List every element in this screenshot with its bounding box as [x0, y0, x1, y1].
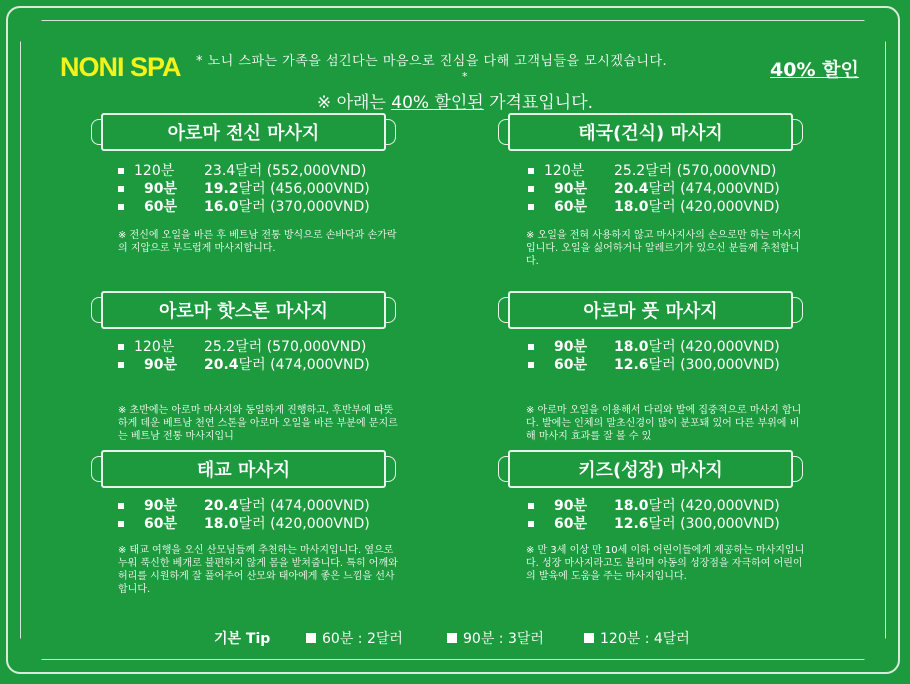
usd-price: 12.6달러 (300,000VND) [614, 357, 780, 373]
price-row [118, 162, 370, 180]
price-list [118, 338, 370, 374]
service-title-prenatal: 태교 마사지 [101, 450, 386, 488]
bullet-icon [528, 168, 534, 174]
bullet-icon [528, 186, 534, 192]
price-row [528, 162, 780, 180]
price-row [528, 515, 780, 533]
price-row [118, 338, 370, 356]
usd-price: 20.4달러 (474,000VND) [204, 498, 370, 514]
bullet-icon [528, 362, 534, 368]
usd-price: 25.2달러 (570,000VND) [204, 339, 367, 355]
price-row [118, 180, 370, 198]
discount-badge: 40% 할인 [770, 59, 859, 81]
bullet-icon [528, 521, 534, 527]
bullet-icon [528, 204, 534, 210]
notice-line [0, 88, 910, 113]
bullet-icon [118, 503, 124, 509]
duration: 60분 [554, 199, 588, 215]
price-row [528, 338, 780, 356]
service-note: ※ 태교 여행을 오신 산모님들께 추천하는 마사지입니다. 옆으로 누워 푹신한 베개로 불편하지 않게 몸을 받쳐줍니다. 특히 어깨와 허리를 시원하게 잘 풀어주어 산모와 태아에게 좋은 느낌을 선사합니다. [118, 545, 398, 595]
duration: 90분 [144, 498, 178, 514]
price-row [118, 198, 370, 216]
duration: 120분 [134, 163, 175, 179]
duration: 120분 [134, 339, 175, 355]
duration: 60분 [144, 516, 178, 532]
price-row [528, 180, 780, 198]
usd-price: 18.0달러 (420,000VND) [614, 498, 780, 514]
bullet-icon [118, 521, 124, 527]
price-row [118, 515, 370, 533]
bullet-icon [528, 344, 534, 350]
price-row [118, 356, 370, 374]
service-title-kids: 키즈(성장) 마사지 [508, 450, 793, 488]
price-row [528, 497, 780, 515]
duration: 60분 [144, 199, 178, 215]
tip-item: 60분 : 2달러 [306, 628, 403, 648]
duration: 90분 [554, 498, 588, 514]
duration: 90분 [554, 339, 588, 355]
price-list [528, 497, 780, 533]
usd-price: 19.2달러 (456,000VND) [204, 181, 370, 197]
star-mark: * [462, 70, 468, 83]
square-bullet-icon [447, 633, 457, 643]
notice-suffix: 가격표입니다. [483, 93, 594, 113]
usd-price: 20.4달러 (474,000VND) [204, 357, 370, 373]
duration: 90분 [554, 181, 588, 197]
usd-price: 18.0달러 (420,000VND) [614, 339, 780, 355]
duration: 90분 [144, 357, 178, 373]
bullet-icon [118, 204, 124, 210]
bullet-icon [528, 503, 534, 509]
duration: 60분 [554, 516, 588, 532]
notice-highlight: 40% 할인된 [391, 93, 484, 113]
price-row [528, 356, 780, 374]
duration: 90분 [144, 181, 178, 197]
service-title-aroma-full: 아로마 전신 마사지 [101, 113, 386, 151]
service-title-thai-dry: 태국(건식) 마사지 [508, 113, 793, 151]
service-note: ※ 초반에는 아로마 마사지와 동일하게 진행하고, 후반부에 따뜻하게 데운 베트남 천연 스톤을 아로마 오일을 바른 부분에 문지르는 베트남 전통 마사지입니 [118, 405, 398, 442]
price-list [118, 497, 370, 533]
usd-price: 23.4달러 (552,000VND) [204, 163, 367, 179]
service-note: ※ 아로마 오일을 이용해서 다리와 발에 집중적으로 마사지 합니다. 발에는 인체의 말초신경이 많이 분포돼 있어 다른 부위에 비해 마사지 효과를 잘 볼 수 있 [526, 405, 802, 442]
usd-price: 12.6달러 (300,000VND) [614, 516, 780, 532]
tip-item: 120분 : 4달러 [584, 628, 690, 648]
duration: 60분 [554, 357, 588, 373]
usd-price: 18.0달러 (420,000VND) [614, 199, 780, 215]
price-row [118, 497, 370, 515]
price-row [528, 198, 780, 216]
usd-price: 25.2달러 (570,000VND) [614, 163, 777, 179]
bullet-icon [118, 344, 124, 350]
motto-text: * 노니 스파는 가족을 섬긴다는 마음으로 진심을 다해 고객님들을 모시겠습니다. [196, 54, 668, 69]
bullet-icon [118, 168, 124, 174]
usd-price: 18.0달러 (420,000VND) [204, 516, 370, 532]
price-list [528, 162, 780, 216]
service-note: ※ 전신에 오일을 바른 후 베트남 전통 방식으로 손바닥과 손가락의 지압으로 부드럽게 마사지합니다. [118, 230, 397, 254]
tips-label: 기본 Tip [214, 631, 271, 647]
service-note: ※ 오일을 전혀 사용하지 않고 마사지사의 손으로만 하는 마사지입니다. 오일을 싫어하거나 알레르기가 있으신 분들께 추천합니다. [526, 230, 802, 267]
service-title-hot-stone: 아로마 핫스톤 마사지 [101, 291, 386, 329]
service-title-foot: 아로마 풋 마사지 [508, 291, 793, 329]
bullet-icon [118, 362, 124, 368]
brand-logo: NONI SPA [60, 52, 181, 82]
notice-prefix: ※ 아래는 [316, 93, 392, 113]
usd-price: 20.4달러 (474,000VND) [614, 181, 780, 197]
square-bullet-icon [584, 633, 594, 643]
usd-price: 16.0달러 (370,000VND) [204, 199, 370, 215]
price-list [528, 338, 780, 374]
bullet-icon [118, 186, 124, 192]
tip-item: 90분 : 3달러 [447, 628, 544, 648]
price-list [118, 162, 370, 216]
service-note: ※ 만 3세 이상 만 10세 이하 어린이들에게 제공하는 마사지입니다. 성장 마사지라고도 불리며 아동의 성장점을 자극하여 어린이의 발육에 도움을 주는 마사지입니다. [526, 545, 805, 582]
square-bullet-icon [306, 633, 316, 643]
duration: 120분 [544, 163, 585, 179]
